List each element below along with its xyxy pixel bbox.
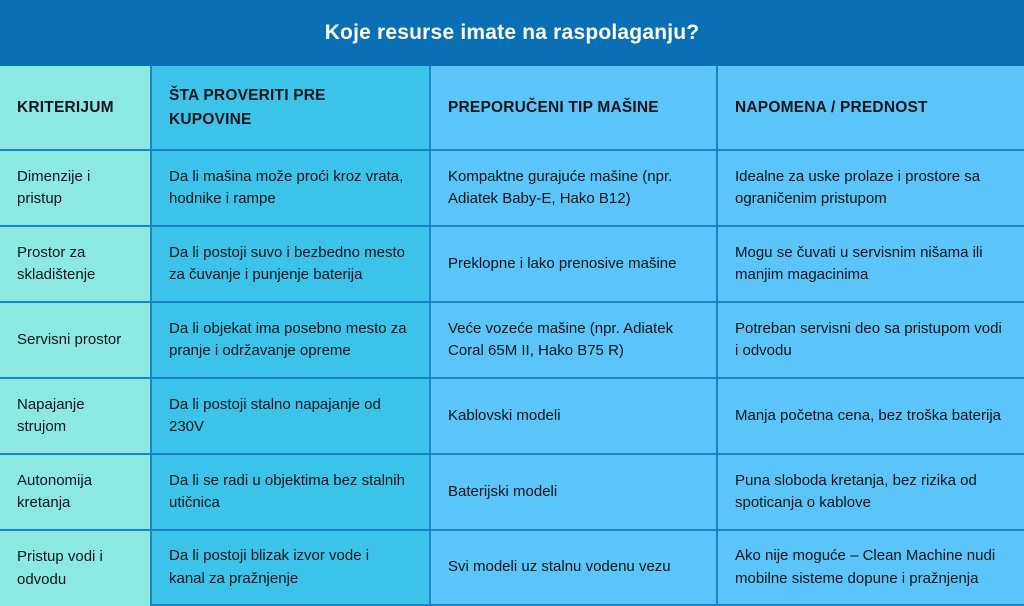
table-row <box>0 530 1024 606</box>
cell-preporuceni-tip: Veće vozeće mašine (npr. Adiatek Coral 65M II, Hako B75 R) <box>430 302 717 378</box>
table-header <box>0 66 1024 150</box>
header-row <box>0 66 1024 150</box>
table-row <box>0 302 1024 378</box>
cell-kriterijum: Prostor za skladištenje <box>0 226 151 302</box>
column-header-preporuceni-tip: PREPORUČENI TIP MAŠINE <box>430 66 717 150</box>
title-banner <box>0 0 1024 66</box>
table-body <box>0 150 1024 606</box>
cell-kriterijum: Pristup vodi i odvodu <box>0 530 151 606</box>
table-row <box>0 454 1024 530</box>
cell-kriterijum: Dimenzije i pristup <box>0 150 151 226</box>
cell-sta-proveriti: Da li mašina može proći kroz vrata, hodnike i rampe <box>151 150 430 226</box>
cell-preporuceni-tip: Kablovski modeli <box>430 378 717 454</box>
cell-sta-proveriti: Da li se radi u objektima bez stalnih utičnica <box>151 454 430 530</box>
table-row <box>0 150 1024 226</box>
cell-kriterijum: Servisni prostor <box>0 302 151 378</box>
resources-table <box>0 66 1024 606</box>
cell-napomena: Potreban servisni deo sa pristupom vodi i odvodu <box>717 302 1024 378</box>
cell-napomena: Mogu se čuvati u servisnim nišama ili manjim magacinima <box>717 226 1024 302</box>
cell-kriterijum: Autonomija kretanja <box>0 454 151 530</box>
table-row <box>0 378 1024 454</box>
cell-napomena: Ako nije moguće – Clean Machine nudi mobilne sisteme dopune i pražnjenja <box>717 530 1024 606</box>
cell-sta-proveriti: Da li postoji stalno napajanje od 230V <box>151 378 430 454</box>
cell-sta-proveriti: Da li objekat ima posebno mesto za pranje i održavanje opreme <box>151 302 430 378</box>
column-header-sta-proveriti: ŠTA PROVERITI PRE KUPOVINE <box>151 66 430 150</box>
cell-preporuceni-tip: Kompaktne gurajuće mašine (npr. Adiatek Baby-E, Hako B12) <box>430 150 717 226</box>
cell-preporuceni-tip: Preklopne i lako prenosive mašine <box>430 226 717 302</box>
table-row <box>0 226 1024 302</box>
cell-kriterijum: Napajanje strujom <box>0 378 151 454</box>
cell-sta-proveriti: Da li postoji suvo i bezbedno mesto za čuvanje i punjenje baterija <box>151 226 430 302</box>
page-title: Koje resurse imate na raspolaganju? <box>324 21 700 44</box>
cell-napomena: Idealne za uske prolaze i prostore sa ograničenim pristupom <box>717 150 1024 226</box>
cell-sta-proveriti: Da li postoji blizak izvor vode i kanal za pražnjenje <box>151 530 430 606</box>
cell-preporuceni-tip: Svi modeli uz stalnu vodenu vezu <box>430 530 717 606</box>
cell-preporuceni-tip: Baterijski modeli <box>430 454 717 530</box>
column-header-napomena: NAPOMENA / PREDNOST <box>717 66 1024 150</box>
cell-napomena: Puna sloboda kretanja, bez rizika od spoticanja o kablove <box>717 454 1024 530</box>
cell-napomena: Manja početna cena, bez troška baterija <box>717 378 1024 454</box>
column-header-kriterijum: KRITERIJUM <box>0 66 151 150</box>
